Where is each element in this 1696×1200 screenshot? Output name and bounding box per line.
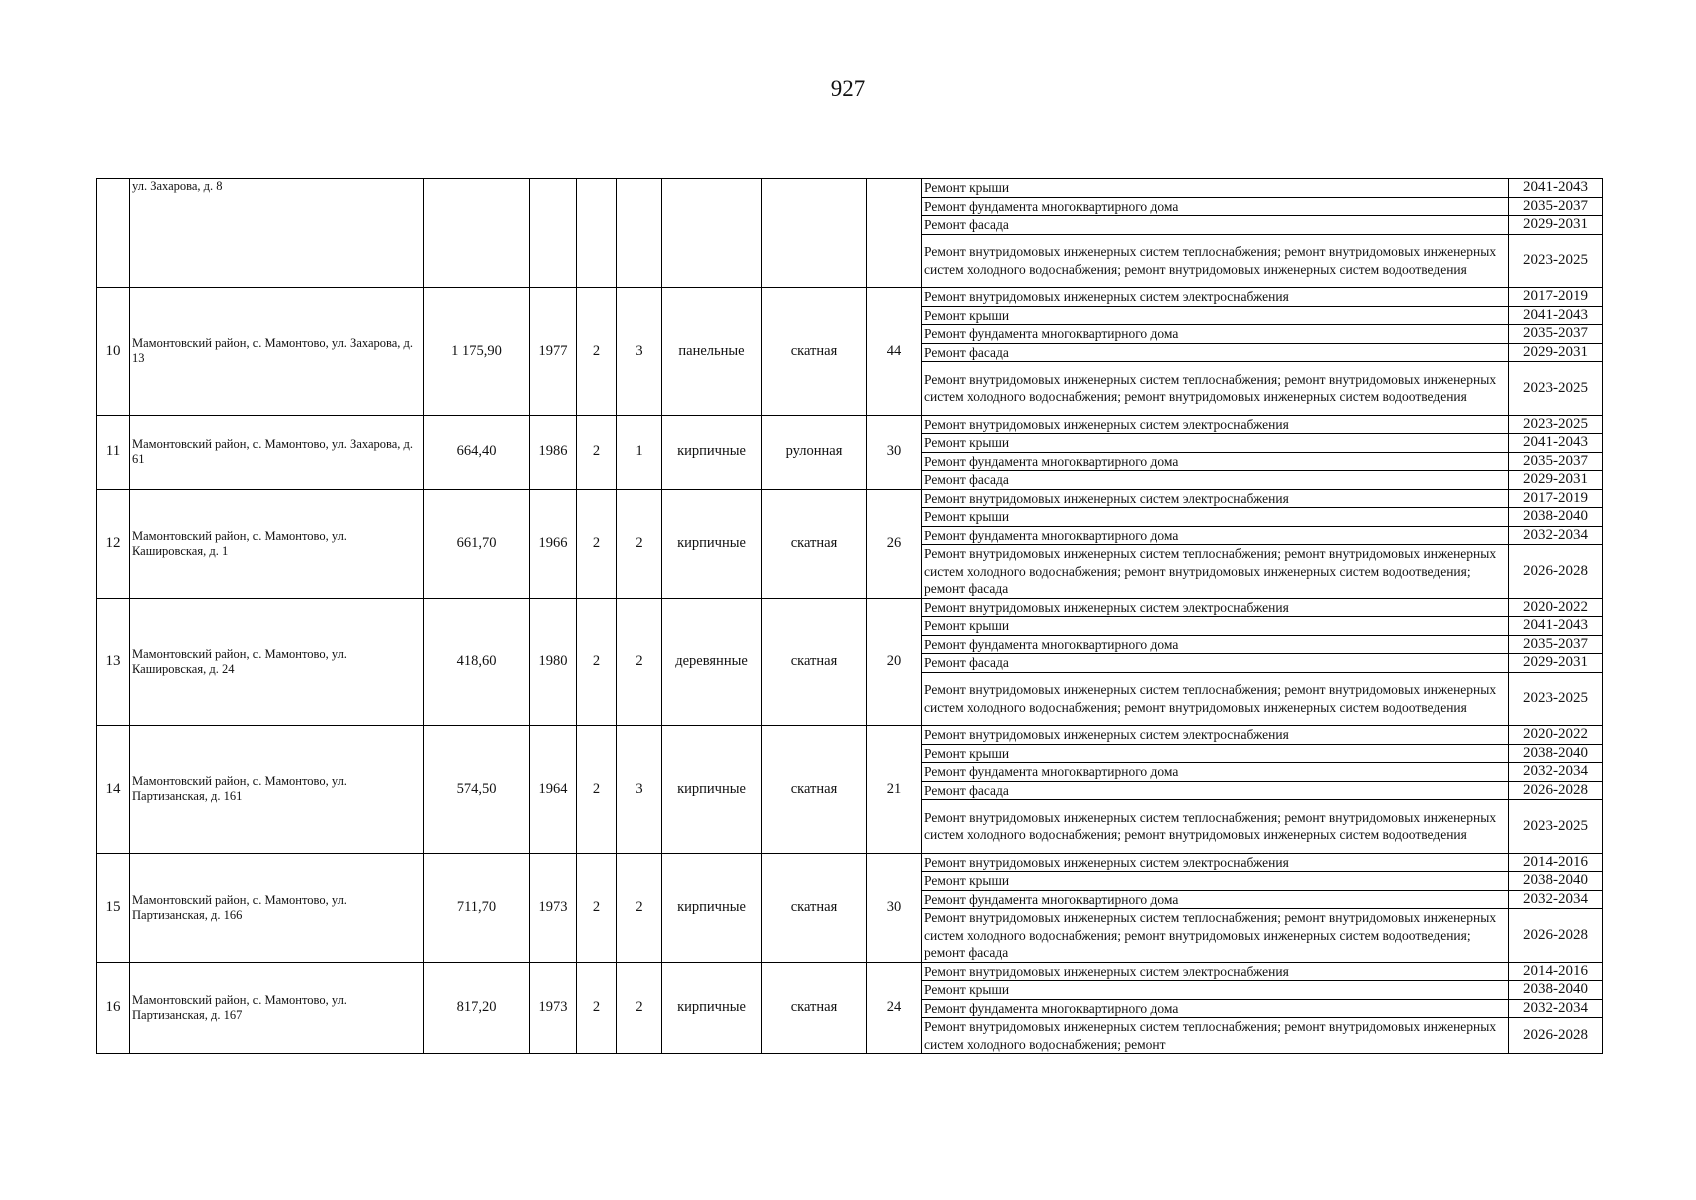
period-cell: 2035-2037: [1509, 325, 1603, 344]
work-type-cell: Ремонт крыши: [922, 872, 1509, 891]
period-cell: 2017-2019: [1509, 489, 1603, 508]
row-number: 10: [97, 288, 130, 416]
floors-cell: 2: [577, 726, 617, 854]
work-type-cell: Ремонт фасада: [922, 781, 1509, 800]
walls-cell: деревянные: [662, 598, 762, 726]
area-cell: 574,50: [424, 726, 530, 854]
period-cell: 2026-2028: [1509, 909, 1603, 963]
table-row: [97, 853, 1603, 872]
floors-cell: 2: [577, 598, 617, 726]
row-number: 13: [97, 598, 130, 726]
year-cell: 1966: [530, 489, 577, 598]
roof-cell: рулонная: [762, 415, 867, 489]
period-cell: 2038-2040: [1509, 872, 1603, 891]
roof-cell: скатная: [762, 489, 867, 598]
address-cell: Мамонтовский район, с. Мамонтово, ул. Партизанская, д. 161: [130, 726, 424, 854]
period-cell: 2041-2043: [1509, 306, 1603, 325]
work-type-cell: Ремонт фундамента многоквартирного дома: [922, 526, 1509, 545]
table-row: [97, 726, 1603, 745]
row-number: 15: [97, 853, 130, 962]
area-cell: 661,70: [424, 489, 530, 598]
apartments-cell: 21: [867, 726, 922, 854]
work-type-cell: Ремонт фундамента многоквартирного дома: [922, 890, 1509, 909]
work-type-cell: Ремонт фасада: [922, 216, 1509, 235]
period-cell: 2035-2037: [1509, 197, 1603, 216]
apartments-cell: [867, 179, 922, 288]
roof-cell: скатная: [762, 288, 867, 416]
work-type-cell: Ремонт крыши: [922, 179, 1509, 198]
work-type-cell: Ремонт крыши: [922, 744, 1509, 763]
period-cell: 2026-2028: [1509, 545, 1603, 599]
period-cell: 2041-2043: [1509, 434, 1603, 453]
floors-cell: 2: [577, 962, 617, 1054]
address-cell: Мамонтовский район, с. Мамонтово, ул. Партизанская, д. 167: [130, 962, 424, 1054]
apartments-cell: 30: [867, 853, 922, 962]
work-type-cell: Ремонт фундамента многоквартирного дома: [922, 325, 1509, 344]
period-cell: 2038-2040: [1509, 744, 1603, 763]
roof-cell: [762, 179, 867, 288]
work-type-cell: Ремонт фундамента многоквартирного дома: [922, 763, 1509, 782]
floors-cell: 2: [577, 288, 617, 416]
period-cell: 2020-2022: [1509, 598, 1603, 617]
period-cell: 2035-2037: [1509, 635, 1603, 654]
walls-cell: кирпичные: [662, 489, 762, 598]
area-cell: [424, 179, 530, 288]
year-cell: [530, 179, 577, 288]
period-cell: 2032-2034: [1509, 763, 1603, 782]
period-cell: 2029-2031: [1509, 471, 1603, 490]
table-row: [97, 179, 1603, 198]
work-type-cell: Ремонт крыши: [922, 981, 1509, 1000]
year-cell: 1986: [530, 415, 577, 489]
work-type-cell: Ремонт внутридомовых инженерных систем теплоснабжения; ремонт внутридомовых инженерных систем холодного водоснабжения; ремонт внутридомовых инженерных систем водоотведения; ремонт фасада: [922, 909, 1509, 963]
row-number: [97, 179, 130, 288]
work-type-cell: Ремонт внутридомовых инженерных систем электроснабжения: [922, 962, 1509, 981]
area-cell: 418,60: [424, 598, 530, 726]
period-cell: 2023-2025: [1509, 800, 1603, 854]
period-cell: 2023-2025: [1509, 415, 1603, 434]
work-type-cell: Ремонт внутридомовых инженерных систем теплоснабжения; ремонт внутридомовых инженерных систем холодного водоснабжения; ремонт внутридомовых инженерных систем водоотведения: [922, 362, 1509, 416]
walls-cell: панельные: [662, 288, 762, 416]
floors-cell: 2: [577, 489, 617, 598]
walls-cell: кирпичные: [662, 962, 762, 1054]
period-cell: 2032-2034: [1509, 999, 1603, 1018]
entrances-cell: 2: [617, 853, 662, 962]
floors-cell: 2: [577, 415, 617, 489]
walls-cell: кирпичные: [662, 853, 762, 962]
apartments-cell: 30: [867, 415, 922, 489]
work-type-cell: Ремонт фасада: [922, 471, 1509, 490]
period-cell: 2020-2022: [1509, 726, 1603, 745]
row-number: 12: [97, 489, 130, 598]
year-cell: 1980: [530, 598, 577, 726]
year-cell: 1973: [530, 962, 577, 1054]
address-cell: Мамонтовский район, с. Мамонтово, ул. Захарова, д. 13: [130, 288, 424, 416]
work-type-cell: Ремонт фундамента многоквартирного дома: [922, 197, 1509, 216]
work-type-cell: Ремонт крыши: [922, 617, 1509, 636]
apartments-cell: 44: [867, 288, 922, 416]
work-type-cell: Ремонт внутридомовых инженерных систем электроснабжения: [922, 489, 1509, 508]
address-cell: Мамонтовский район, с. Мамонтово, ул. Кашировская, д. 1: [130, 489, 424, 598]
period-cell: 2035-2037: [1509, 452, 1603, 471]
walls-cell: [662, 179, 762, 288]
period-cell: 2026-2028: [1509, 781, 1603, 800]
work-type-cell: Ремонт внутридомовых инженерных систем теплоснабжения; ремонт внутридомовых инженерных систем холодного водоснабжения; ремонт внутридомовых инженерных систем водоотведения; ремонт фасада: [922, 545, 1509, 599]
walls-cell: кирпичные: [662, 726, 762, 854]
work-type-cell: Ремонт крыши: [922, 508, 1509, 527]
period-cell: 2038-2040: [1509, 981, 1603, 1000]
year-cell: 1977: [530, 288, 577, 416]
entrances-cell: 3: [617, 288, 662, 416]
address-cell: Мамонтовский район, с. Мамонтово, ул. Захарова, д. 61: [130, 415, 424, 489]
work-type-cell: Ремонт крыши: [922, 306, 1509, 325]
area-cell: 1 175,90: [424, 288, 530, 416]
period-cell: 2032-2034: [1509, 526, 1603, 545]
period-cell: 2014-2016: [1509, 962, 1603, 981]
roof-cell: скатная: [762, 598, 867, 726]
year-cell: 1973: [530, 853, 577, 962]
table-row: [97, 962, 1603, 981]
work-type-cell: Ремонт внутридомовых инженерных систем теплоснабжения; ремонт внутридомовых инженерных систем холодного водоснабжения; ремонт: [922, 1018, 1509, 1054]
apartments-cell: 26: [867, 489, 922, 598]
row-number: 16: [97, 962, 130, 1054]
roof-cell: скатная: [762, 962, 867, 1054]
entrances-cell: 1: [617, 415, 662, 489]
period-cell: 2017-2019: [1509, 288, 1603, 307]
roof-cell: скатная: [762, 853, 867, 962]
entrances-cell: 2: [617, 598, 662, 726]
floors-cell: [577, 179, 617, 288]
work-type-cell: Ремонт фундамента многоквартирного дома: [922, 999, 1509, 1018]
period-cell: 2041-2043: [1509, 179, 1603, 198]
work-type-cell: Ремонт фундамента многоквартирного дома: [922, 635, 1509, 654]
table-row: [97, 598, 1603, 617]
address-cell: Мамонтовский район, с. Мамонтово, ул. Партизанская, д. 166: [130, 853, 424, 962]
entrances-cell: 2: [617, 962, 662, 1054]
period-cell: 2029-2031: [1509, 343, 1603, 362]
period-cell: 2041-2043: [1509, 617, 1603, 636]
work-type-cell: Ремонт внутридомовых инженерных систем теплоснабжения; ремонт внутридомовых инженерных систем холодного водоснабжения; ремонт внутридомовых инженерных систем водоотведения: [922, 672, 1509, 726]
apartments-cell: 20: [867, 598, 922, 726]
period-cell: 2023-2025: [1509, 362, 1603, 416]
table-row: [97, 288, 1603, 307]
work-type-cell: Ремонт внутридомовых инженерных систем теплоснабжения; ремонт внутридомовых инженерных систем холодного водоснабжения; ремонт внутридомовых инженерных систем водоотведения: [922, 800, 1509, 854]
entrances-cell: 2: [617, 489, 662, 598]
year-cell: 1964: [530, 726, 577, 854]
row-number: 11: [97, 415, 130, 489]
period-cell: 2032-2034: [1509, 890, 1603, 909]
repair-schedule-table: [96, 178, 1603, 1054]
address-cell: Мамонтовский район, с. Мамонтово, ул. Кашировская, д. 24: [130, 598, 424, 726]
work-type-cell: Ремонт крыши: [922, 434, 1509, 453]
table-row: [97, 415, 1603, 434]
row-number: 14: [97, 726, 130, 854]
work-type-cell: Ремонт внутридомовых инженерных систем электроснабжения: [922, 288, 1509, 307]
area-cell: 711,70: [424, 853, 530, 962]
entrances-cell: 3: [617, 726, 662, 854]
work-type-cell: Ремонт внутридомовых инженерных систем теплоснабжения; ремонт внутридомовых инженерных систем холодного водоснабжения; ремонт внутридомовых инженерных систем водоотведения: [922, 234, 1509, 288]
work-type-cell: Ремонт фасада: [922, 343, 1509, 362]
entrances-cell: [617, 179, 662, 288]
area-cell: 664,40: [424, 415, 530, 489]
period-cell: 2023-2025: [1509, 672, 1603, 726]
period-cell: 2038-2040: [1509, 508, 1603, 527]
work-type-cell: Ремонт внутридомовых инженерных систем электроснабжения: [922, 598, 1509, 617]
work-type-cell: Ремонт внутридомовых инженерных систем электроснабжения: [922, 415, 1509, 434]
apartments-cell: 24: [867, 962, 922, 1054]
table-row: [97, 489, 1603, 508]
period-cell: 2026-2028: [1509, 1018, 1603, 1054]
period-cell: 2029-2031: [1509, 654, 1603, 673]
work-type-cell: Ремонт фасада: [922, 654, 1509, 673]
floors-cell: 2: [577, 853, 617, 962]
address-cell: ул. Захарова, д. 8: [130, 179, 424, 288]
page-number: 927: [830, 76, 866, 101]
period-cell: 2029-2031: [1509, 216, 1603, 235]
period-cell: 2023-2025: [1509, 234, 1603, 288]
work-type-cell: Ремонт внутридомовых инженерных систем электроснабжения: [922, 853, 1509, 872]
period-cell: 2014-2016: [1509, 853, 1603, 872]
work-type-cell: Ремонт фундамента многоквартирного дома: [922, 452, 1509, 471]
walls-cell: кирпичные: [662, 415, 762, 489]
roof-cell: скатная: [762, 726, 867, 854]
work-type-cell: Ремонт внутридомовых инженерных систем электроснабжения: [922, 726, 1509, 745]
area-cell: 817,20: [424, 962, 530, 1054]
